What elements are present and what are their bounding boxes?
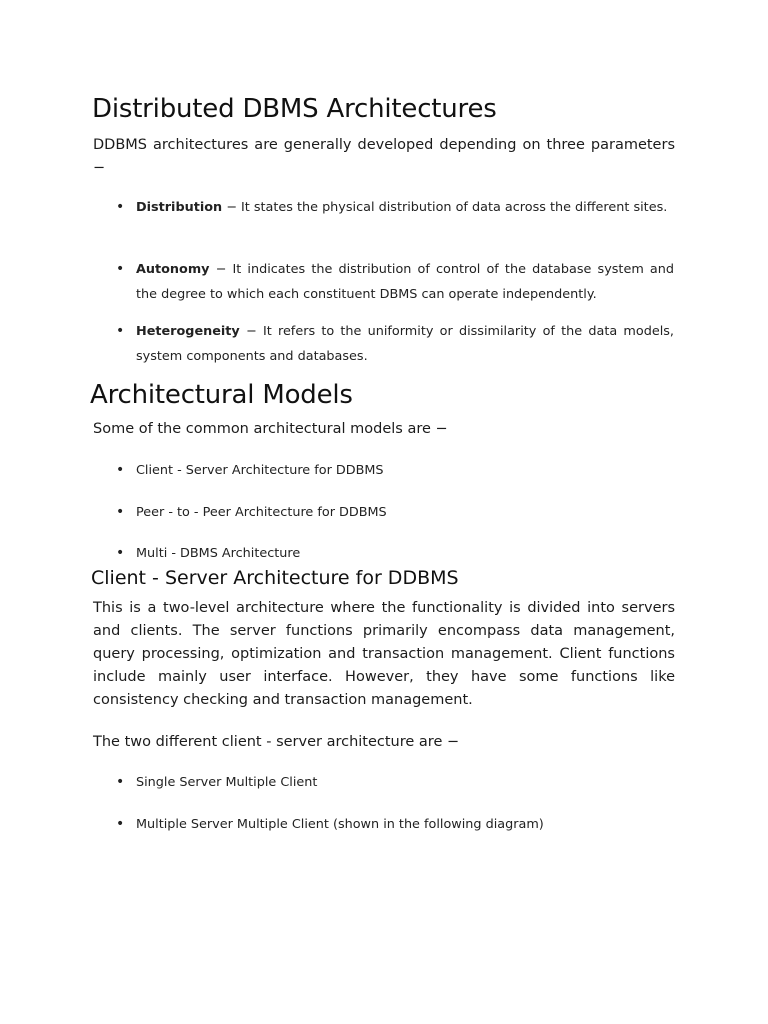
term-label: Distribution: [136, 200, 223, 215]
bullet-icon: •: [116, 261, 125, 277]
list-item: [116, 458, 674, 483]
list-item: [116, 812, 674, 837]
bullet-icon: •: [116, 545, 125, 561]
heading-architectural-models: Architectural Models: [90, 380, 353, 410]
intro-paragraph: DDBMS architectures are generally developed depending on three parameters −: [93, 137, 675, 176]
term-description: − It refers to the uniformity or dissimilarity of the data models, system components and databases.: [136, 324, 674, 364]
list-item-text: Client - Server Architecture for DDBMS: [136, 463, 384, 478]
list-item: [116, 541, 674, 566]
list-item-text: Single Server Multiple Client: [136, 775, 318, 790]
client-server-types-intro: The two different client - server architecture are −: [93, 734, 460, 750]
list-item-autonomy: [116, 257, 674, 307]
list-item: [116, 770, 674, 795]
term-label: Autonomy: [136, 262, 210, 277]
client-server-paragraph: This is a two-level architecture where the functionality is divided into servers and clients. The server functions primarily encompass data management, query processing, optimization and transaction management. Client functions include mainly user interface. However, they have some functions like consistency checking and transaction management.: [93, 600, 675, 708]
list-item-heterogeneity: [116, 319, 674, 369]
bullet-icon: •: [116, 816, 125, 832]
list-item-distribution: [116, 195, 674, 220]
bullet-icon: •: [116, 199, 125, 215]
bullet-icon: •: [116, 774, 125, 790]
bullet-icon: •: [116, 323, 125, 339]
term-label: Heterogeneity: [136, 324, 240, 339]
bullet-icon: •: [116, 504, 125, 520]
list-item-text: Peer - to - Peer Architecture for DDBMS: [136, 505, 387, 520]
term-description: − It indicates the distribution of control of the database system and the degree to which each constituent DBMS can operate independently.: [136, 262, 674, 302]
heading-client-server-architecture: Client - Server Architecture for DDBMS: [91, 567, 459, 589]
list-item-text: Multiple Server Multiple Client (shown in the following diagram): [136, 817, 544, 832]
models-intro-paragraph: Some of the common architectural models are −: [93, 421, 448, 437]
bullet-icon: •: [116, 462, 125, 478]
list-item-text: Multi - DBMS Architecture: [136, 546, 301, 561]
list-item: [116, 500, 674, 525]
term-description: − It states the physical distribution of data across the different sites.: [222, 200, 668, 215]
heading-distributed-dbms-architectures: Distributed DBMS Architectures: [92, 94, 497, 124]
